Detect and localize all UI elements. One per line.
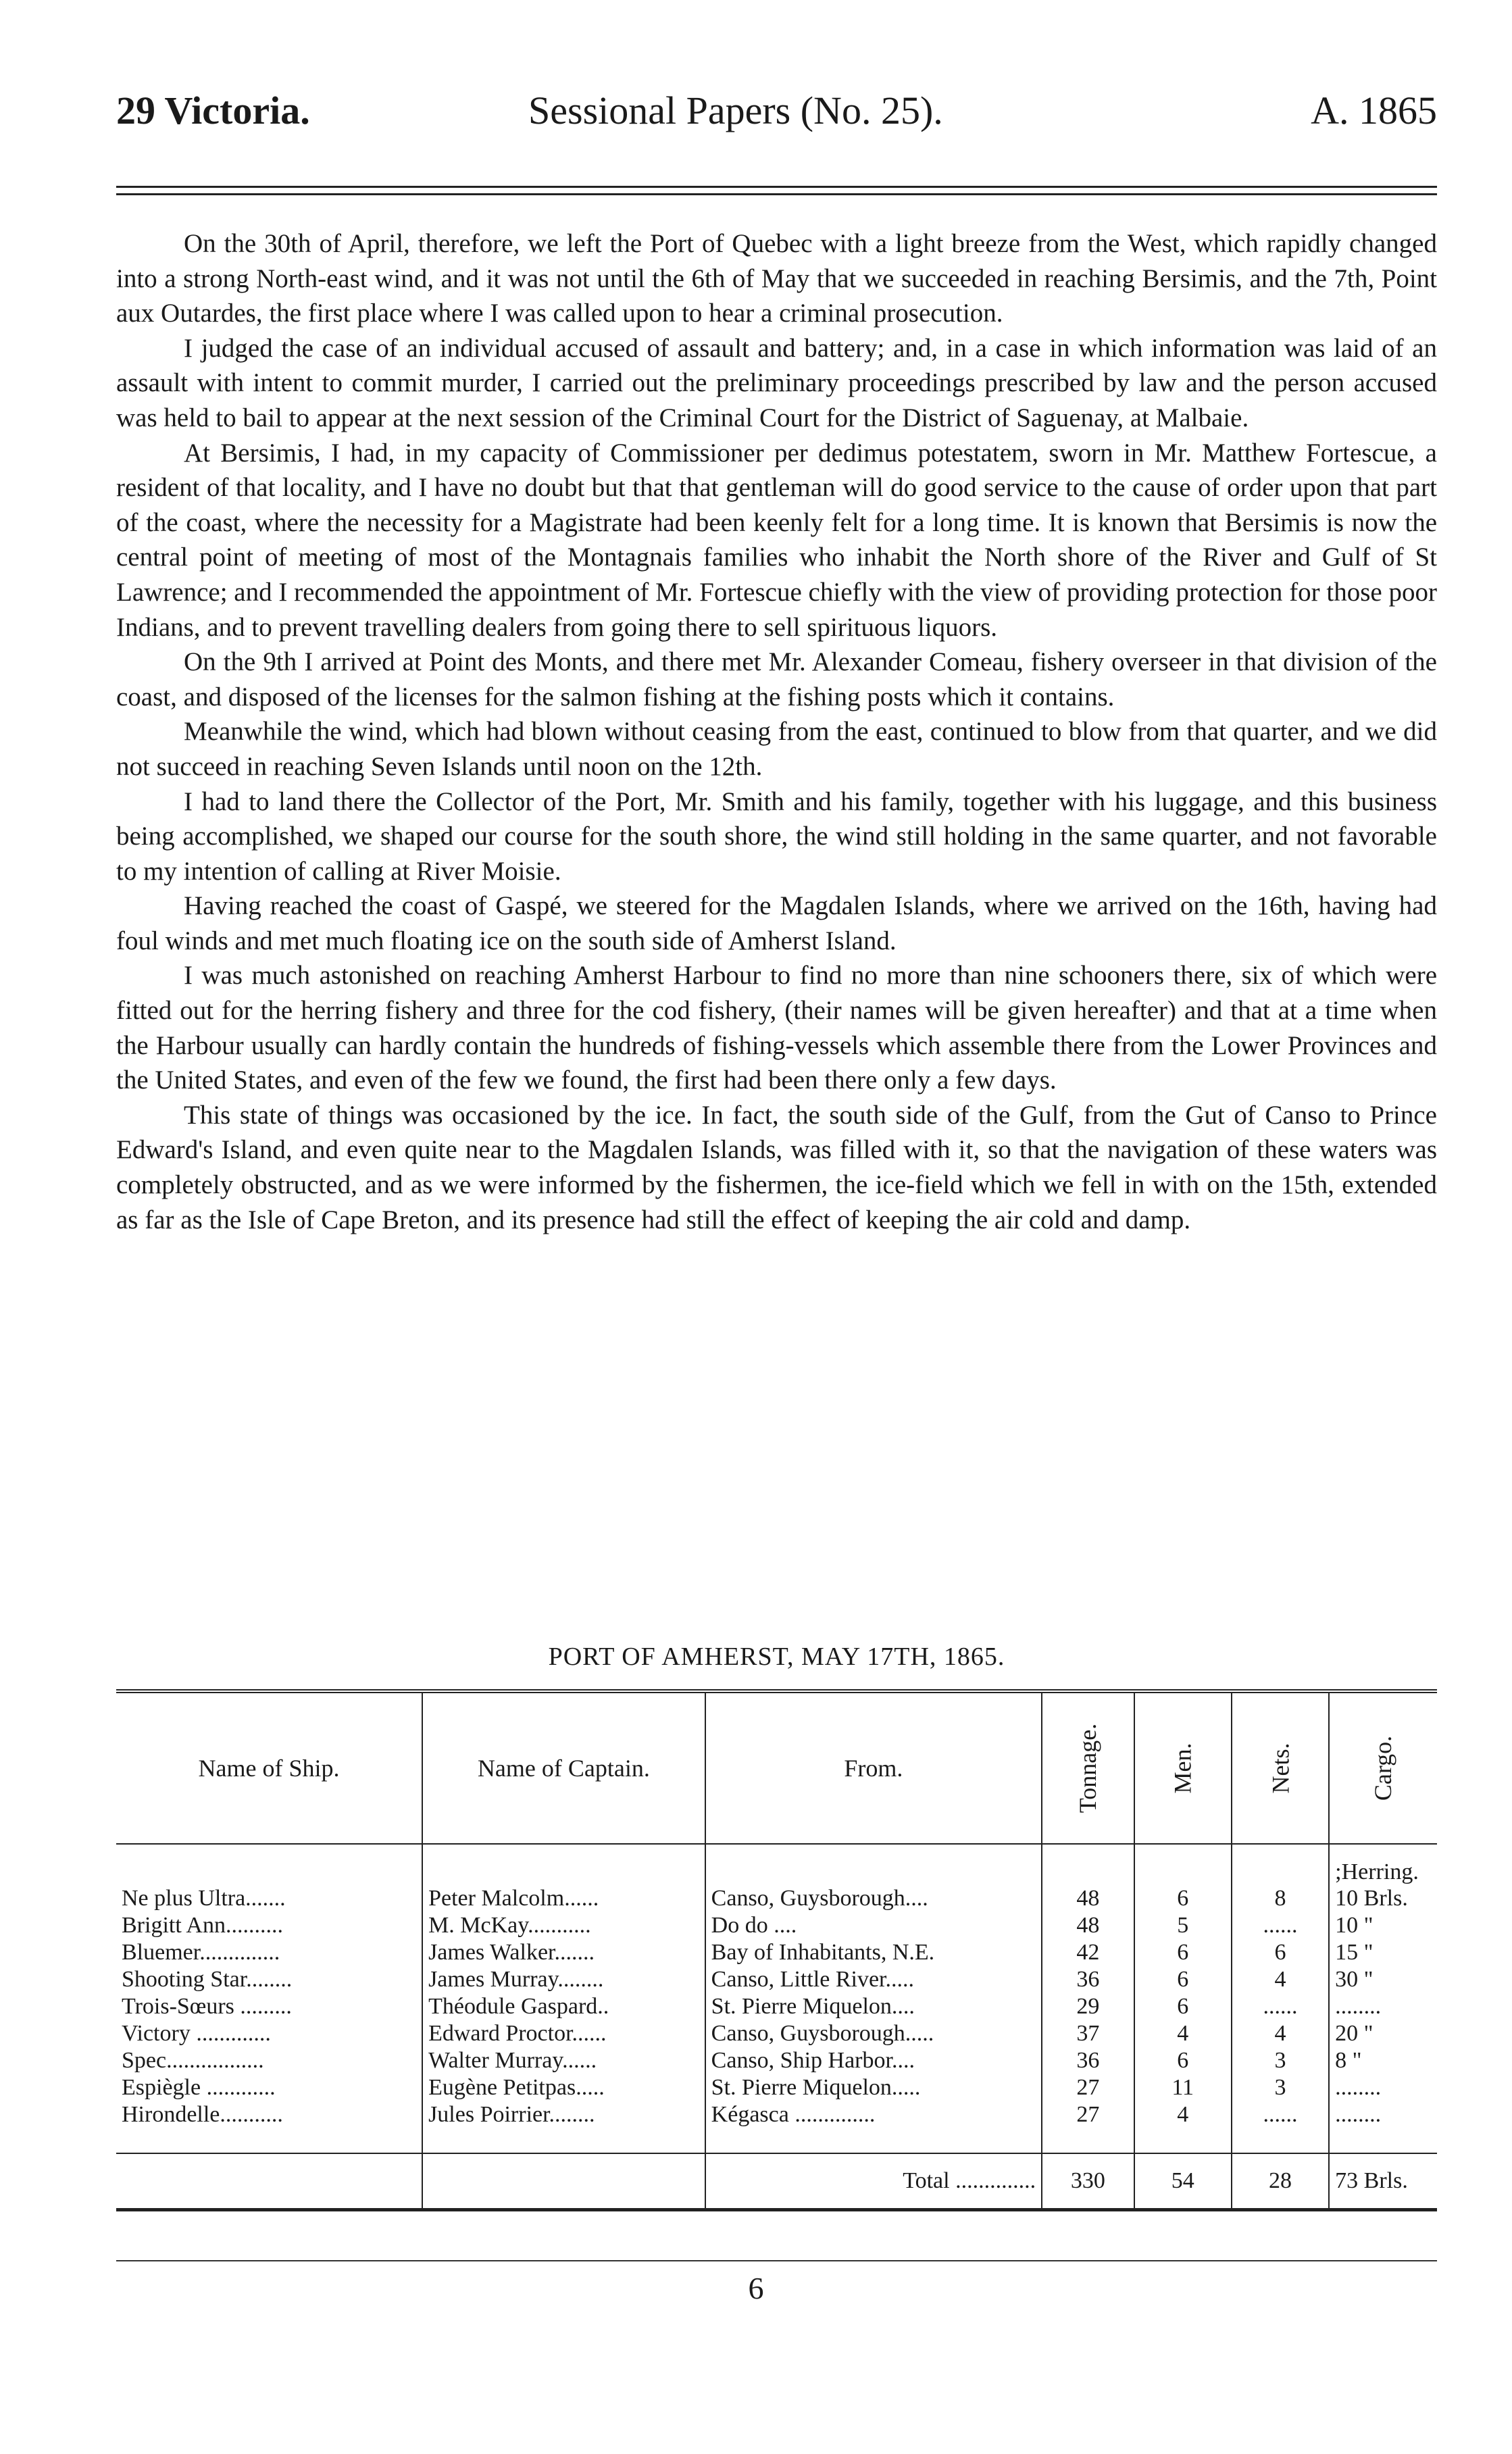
- total-label: Total ..............: [705, 2153, 1042, 2210]
- paragraph: This state of things was occasioned by the ice. In fact, the south side of the Gulf, from the Gut of Canso to Prince Edward's Island, and even quite near to the Magdalen Islands, was filled with it, so that the navigation of these waters was completely obstructed, and as we were informed by the fishermen, the ice-field which we fell in with on the 15th, extended as far as the Isle of Cape Breton, and its presence had still the effect of keeping the air cold and damp.: [116, 1100, 1437, 1234]
- cell-cargo: 10 ": [1329, 1912, 1437, 1939]
- cell-captain: Peter Malcolm......: [422, 1885, 705, 1912]
- table-row: [116, 2074, 1437, 2101]
- cell-from: Canso, Little River.....: [705, 1966, 1042, 1993]
- cell-tonnage: 48: [1042, 1885, 1134, 1912]
- col-header-captain: Name of Captain.: [422, 1691, 705, 1844]
- cell-from: Canso, Ship Harbor....: [705, 2047, 1042, 2074]
- cell-captain: James Murray........: [422, 1966, 705, 1993]
- cell-men: 6: [1134, 2047, 1232, 2074]
- col-header-men: [1134, 1691, 1232, 1844]
- cell-nets: 4: [1232, 1966, 1329, 1993]
- table-row: [116, 2020, 1437, 2047]
- col-header-ship: Name of Ship.: [116, 1691, 422, 1844]
- cell-cargo: 15 ": [1329, 1939, 1437, 1966]
- cell-tonnage: 48: [1042, 1912, 1134, 1939]
- paragraph: On the 9th I arrived at Point des Monts, and there met Mr. Alexander Comeau, fishery overseer in that division of the coast, and disposed of the licenses for the salmon fishing at the fishing posts which it contains.: [116, 647, 1437, 711]
- cell-from: St. Pierre Miquelon....: [705, 1993, 1042, 2020]
- col-header-tonnage-label: Tonnage.: [1074, 1723, 1102, 1813]
- page-number: 6: [748, 2271, 764, 2305]
- cell-nets: 4: [1232, 2020, 1329, 2047]
- col-header-men-label: Men.: [1169, 1743, 1196, 1794]
- cell-nets: ......: [1232, 1993, 1329, 2020]
- col-header-nets: [1232, 1691, 1329, 1844]
- total-nets: 28: [1232, 2153, 1329, 2210]
- cell-tonnage: 36: [1042, 1966, 1134, 1993]
- cell-from: St. Pierre Miquelon.....: [705, 2074, 1042, 2101]
- cell-nets: 8: [1232, 1885, 1329, 1912]
- paragraph: On the 30th of April, therefore, we left the Port of Quebec with a light breeze from the West, which rapidly changed into a strong North-east wind, and it was not until the 6th of May that we succeeded in reaching Bersimis, and the 7th, Point aux Outardes, the first place where I was called upon to hear a criminal prosecution.: [116, 229, 1437, 328]
- cell-from: Kégasca ..............: [705, 2101, 1042, 2128]
- col-header-tonnage: [1042, 1691, 1134, 1844]
- cell-ship: Bluemer..............: [122, 1940, 280, 1965]
- total-men: 54: [1134, 2153, 1232, 2210]
- cell-cargo: ........: [1329, 1993, 1437, 2020]
- cell-men: 6: [1134, 1939, 1232, 1966]
- cell-captain: Eugène Petitpas.....: [422, 2074, 705, 2101]
- cell-men: 6: [1134, 1966, 1232, 1993]
- cargo-unit-label: ;Herring.: [1329, 1844, 1437, 1885]
- total-tonnage: 330: [1042, 2153, 1134, 2210]
- cell-from: Canso, Guysborough....: [705, 1885, 1042, 1912]
- col-header-cargo: [1329, 1691, 1437, 1844]
- table-row: [116, 1844, 1437, 1885]
- cell-ship: Ne plus Ultra.......: [122, 1886, 286, 1911]
- cell-captain: Jules Poirrier........: [422, 2101, 705, 2128]
- paragraph: Meanwhile the wind, which had blown without ceasing from the east, continued to blow from that quarter, and we did not succeed in reaching Seven Islands until noon on the 12th.: [116, 717, 1437, 781]
- cell-tonnage: 27: [1042, 2074, 1134, 2101]
- total-cargo: 73 Brls.: [1329, 2153, 1437, 2210]
- cell-cargo: 8 ": [1329, 2047, 1437, 2074]
- cell-ship: Victory .............: [122, 2021, 271, 2046]
- cell-men: 5: [1134, 1912, 1232, 1939]
- total-row: [116, 2153, 1437, 2210]
- cell-nets: 6: [1232, 1939, 1329, 1966]
- header-session: 29 Victoria.: [116, 89, 310, 132]
- header-rule: [116, 186, 1437, 195]
- header-year: A. 1865: [1311, 89, 1437, 132]
- col-header-cargo-label: Cargo.: [1369, 1735, 1397, 1801]
- running-header: [116, 88, 1437, 153]
- table-header-row: [116, 1691, 1437, 1844]
- table-row: [116, 2128, 1437, 2153]
- cell-ship: Shooting Star........: [122, 1967, 293, 1992]
- cell-captain: Théodule Gaspard..: [422, 1993, 705, 2020]
- footer-rule: [116, 2260, 1437, 2261]
- cell-nets: 3: [1232, 2074, 1329, 2101]
- cell-ship: Trois-Sœurs .........: [122, 1994, 292, 2019]
- paragraph: Having reached the coast of Gaspé, we steered for the Magdalen Islands, where we arrived on the 16th, having had foul winds and met much floating ice on the south side of Amherst Island.: [116, 891, 1437, 955]
- table-row: [116, 2047, 1437, 2074]
- header-title: Sessional Papers (No. 25).: [528, 89, 943, 132]
- cell-ship: Brigitt Ann..........: [122, 1913, 283, 1938]
- cell-cargo: 20 ": [1329, 2020, 1437, 2047]
- cell-ship: Spec.................: [122, 2048, 264, 2073]
- table-row: [116, 1912, 1437, 1939]
- cell-cargo: ........: [1329, 2074, 1437, 2101]
- table-title: PORT OF AMHERST, MAY 17TH, 1865.: [548, 1643, 1005, 1671]
- cell-captain: Edward Proctor......: [422, 2020, 705, 2047]
- paragraph: I judged the case of an individual accused of assault and battery; and, in a case in which information was laid of an assault with intent to commit murder, I carried out the preliminary proceedings prescribed by law and the person accused was held to bail to appear at the next session of the Criminal Court for the District of Saguenay, at Malbaie.: [116, 333, 1437, 432]
- col-header-from: From.: [705, 1691, 1042, 1844]
- cell-men: 4: [1134, 2020, 1232, 2047]
- paragraph: I had to land there the Collector of the Port, Mr. Smith and his family, together with his luggage, and this business being accomplished, we shaped our course for the south shore, the wind still holding in the same quarter, and not favorable to my intention of calling at River Moisie.: [116, 786, 1437, 886]
- cell-tonnage: 29: [1042, 1993, 1134, 2020]
- cell-tonnage: 37: [1042, 2020, 1134, 2047]
- table-row: [116, 1885, 1437, 1912]
- cell-nets: ......: [1232, 1912, 1329, 1939]
- cell-ship: Espiègle ............: [122, 2075, 276, 2100]
- table-row: [116, 2101, 1437, 2128]
- ships-table: [116, 1689, 1437, 2211]
- cell-from: Canso, Guysborough.....: [705, 2020, 1042, 2047]
- paragraph: At Bersimis, I had, in my capacity of Commissioner per dedimus potestatem, sworn in Mr. Matthew Fortescue, a resident of that locality, and I have no doubt but that that gentleman will do good service to the cause of order upon that part of the coast, where the necessity for a Magistrate had been keenly felt for a long time. It is known that Bersimis is now the central point of meeting of most of the Montagnais families who inhabit the North shore of the River and Gulf of St Lawrence; and I recommended the appointment of Mr. Fortescue chiefly with the view of providing protection for those poor Indians, and to prevent travelling dealers from going there to sell spirituous liquors.: [116, 438, 1437, 642]
- cell-cargo: 30 ": [1329, 1966, 1437, 1993]
- cell-captain: Walter Murray......: [422, 2047, 705, 2074]
- table-row: [116, 1993, 1437, 2020]
- cell-men: 6: [1134, 1993, 1232, 2020]
- cell-men: 11: [1134, 2074, 1232, 2101]
- cell-from: Do do ....: [705, 1912, 1042, 1939]
- col-header-nets-label: Nets.: [1267, 1743, 1294, 1794]
- cell-cargo: ........: [1329, 2101, 1437, 2128]
- cell-captain: M. McKay...........: [422, 1912, 705, 1939]
- cell-nets: 3: [1232, 2047, 1329, 2074]
- cell-captain: James Walker.......: [422, 1939, 705, 1966]
- cell-ship: Hirondelle...........: [122, 2102, 283, 2127]
- cell-from: Bay of Inhabitants, N.E.: [705, 1939, 1042, 1966]
- table-row: [116, 1939, 1437, 1966]
- body-text: [116, 226, 1437, 1237]
- cell-cargo: 10 Brls.: [1329, 1885, 1437, 1912]
- cell-men: 4: [1134, 2101, 1232, 2128]
- paragraph: I was much astonished on reaching Amherst Harbour to find no more than nine schooners there, six of which were fitted out for the herring fishery and three for the cod fishery, (their names will be given hereafter) and that at a time when the Harbour usually can hardly contain the hundreds of fishing-vessels which assemble there from the Lower Provinces and the United States, and even of the few we found, the first had been there only a few days.: [116, 961, 1437, 1095]
- table-row: [116, 1966, 1437, 1993]
- cell-tonnage: 42: [1042, 1939, 1134, 1966]
- cell-tonnage: 27: [1042, 2101, 1134, 2128]
- cell-tonnage: 36: [1042, 2047, 1134, 2074]
- cell-nets: ......: [1232, 2101, 1329, 2128]
- cell-men: 6: [1134, 1885, 1232, 1912]
